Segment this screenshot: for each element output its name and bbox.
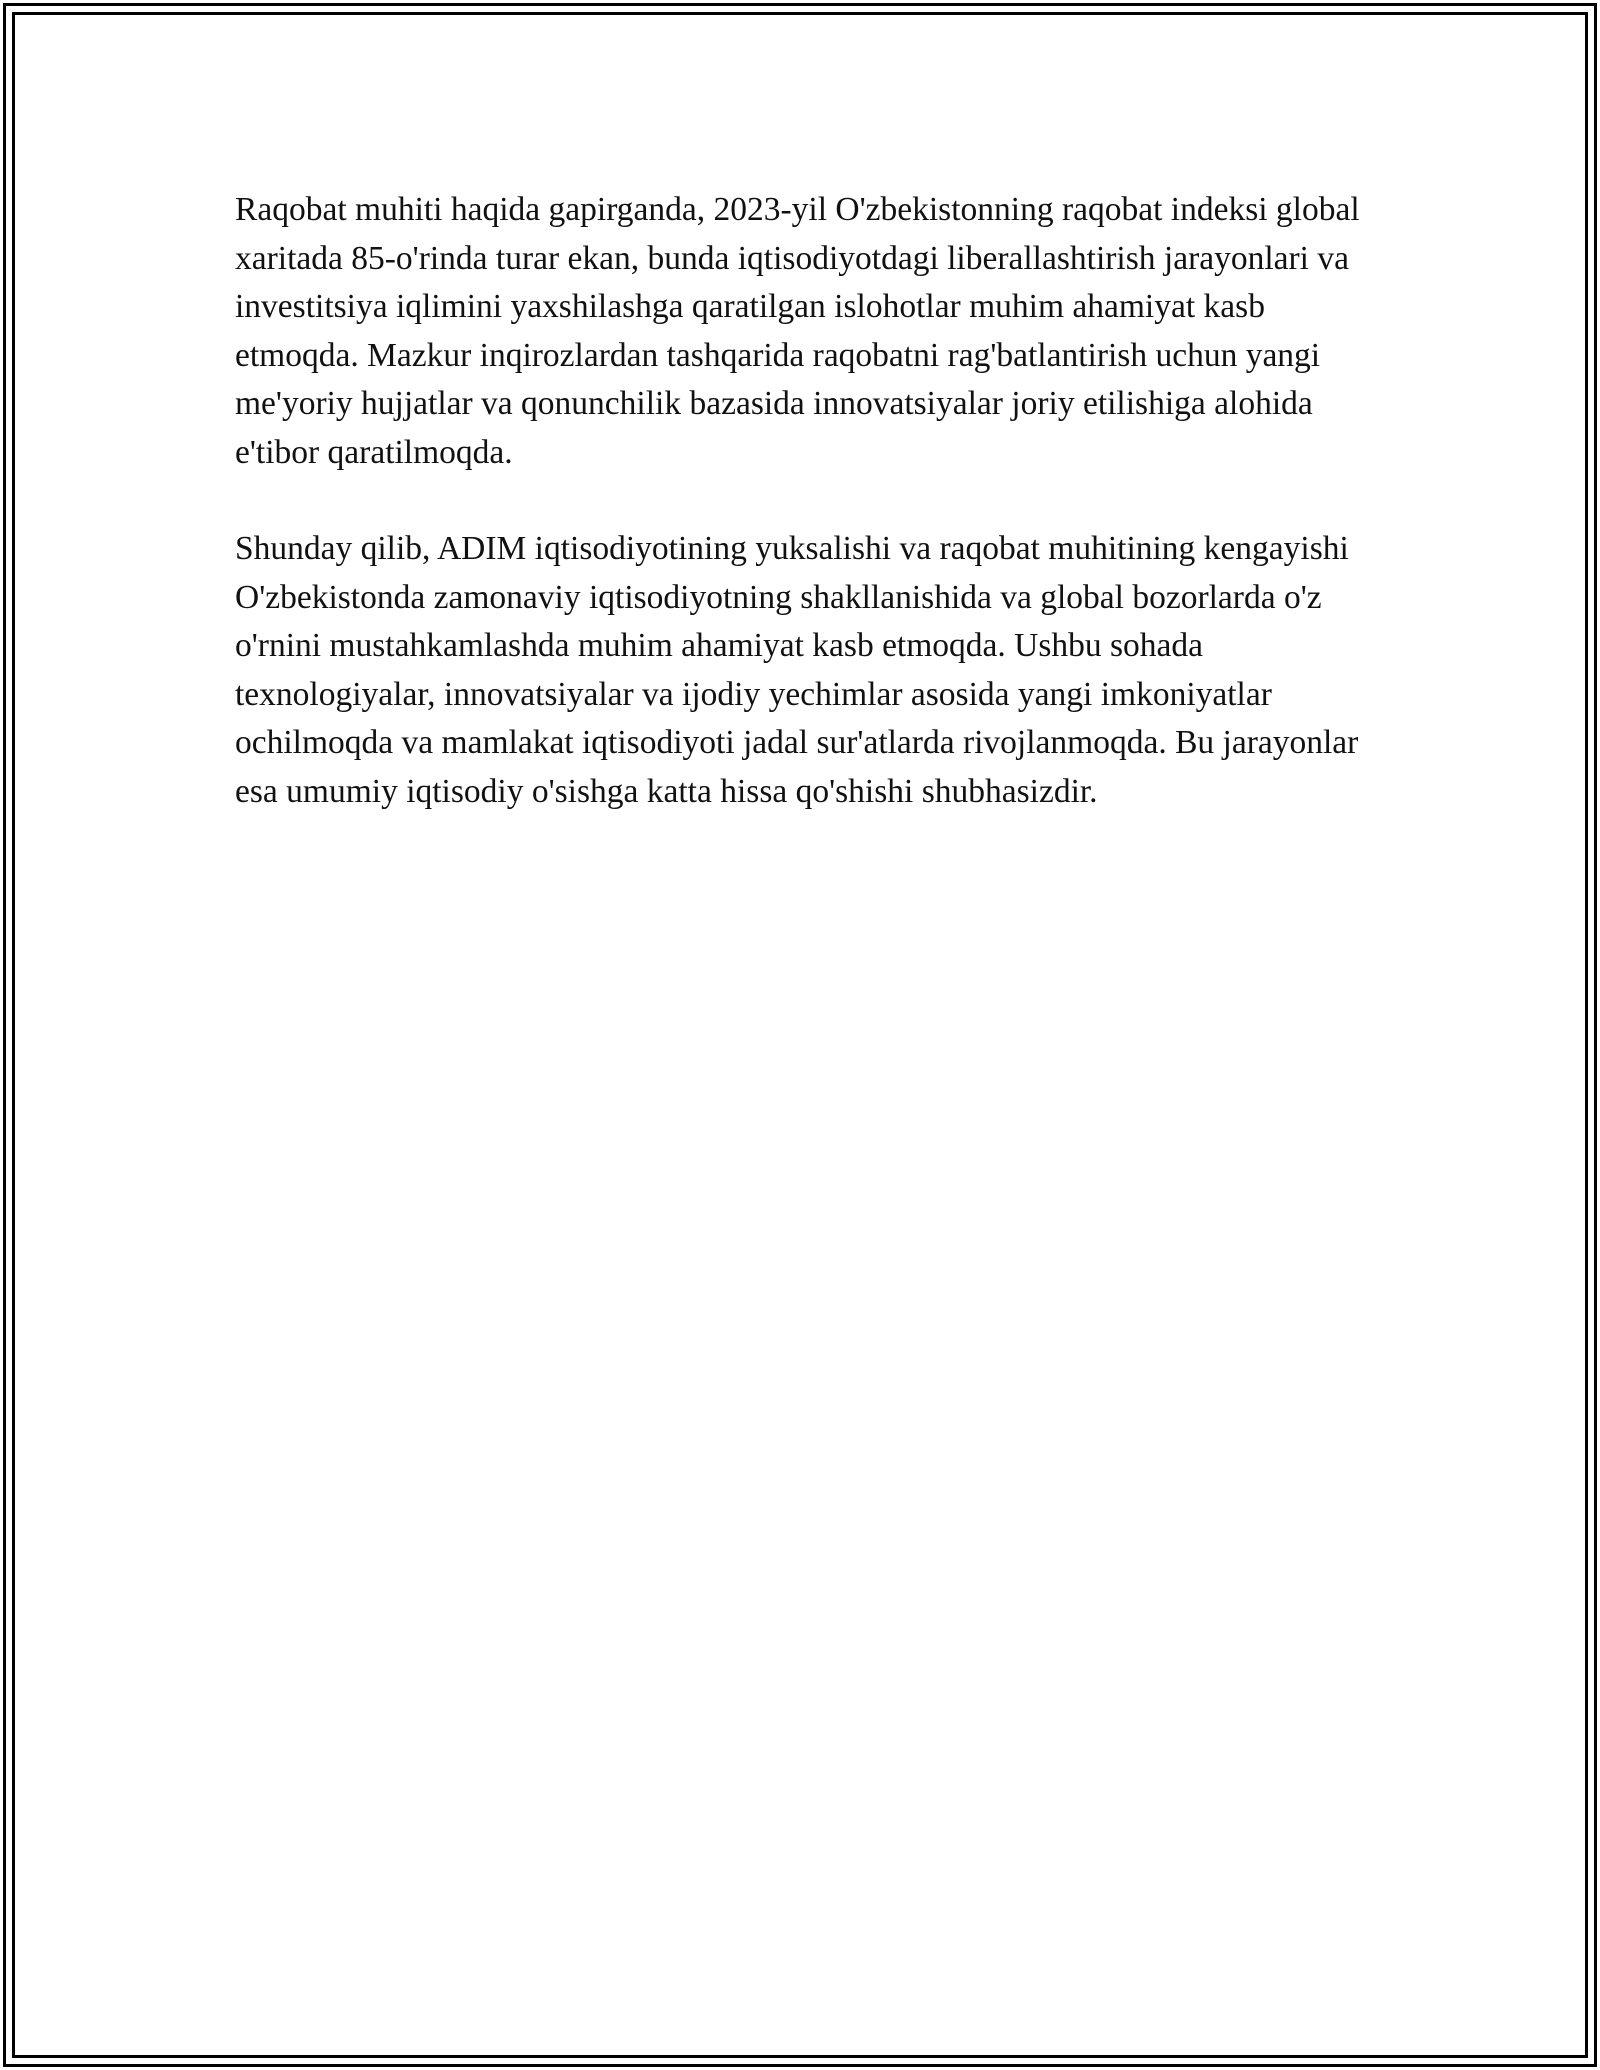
- document-body: [235, 186, 1380, 864]
- paragraph-2: Shunday qilib, ADIM iqtisodiyotining yuksalishi va raqobat muhitining kengayishi O'zbekistonda zamonaviy iqtisodiyotning shakllanishida va global bozorlarda o'z o'rnini mustahkamlashda muhim ahamiyat kasb etmoqda. Ushbu sohada texnologiyalar, innovatsiyalar va ijodiy yechimlar asosida yangi imkoniyatlar ochilmoqda va mamlakat iqtisodiyoti jadal sur'atlarda rivojlanmoqda. Bu jarayonlar esa umumiy iqtisodiy o'sishga katta hissa qo'shishi shubhasizdir.: [235, 530, 1359, 810]
- paragraph-1: Raqobat muhiti haqida gapirganda, 2023-yil O'zbekistonning raqobat indeksi global xaritada 85-o'rinda turar ekan, bunda iqtisodiyotdagi liberallashtirish jarayonlari va investitsiya iqlimini yaxshilashga qaratilgan islohotlar muhim ahamiyat kasb etmoqda. Mazkur inqirozlardan tashqarida raqobatni rag'batlantirish uchun yangi me'yoriy hujjatlar va qonunchilik bazasida innovatsiyalar joriy etilishiga alohida e'tibor qaratilmoqda.: [235, 191, 1360, 471]
